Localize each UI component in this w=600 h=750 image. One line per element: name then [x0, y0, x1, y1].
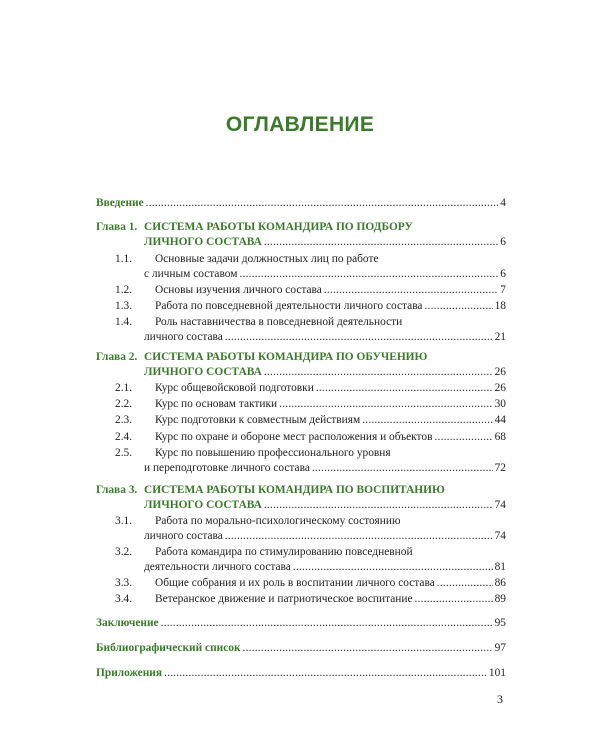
toc-chapter-1[interactable]: [96, 220, 506, 250]
section-number: 2.3.: [115, 414, 133, 426]
section-number: 1.1.: [115, 253, 133, 265]
section-title: Работа по повседневной деятельности личного состава: [155, 300, 423, 312]
chapter-label: Глава 3.: [96, 484, 138, 496]
section-title: Основные задачи должностных лиц по работе: [155, 253, 379, 265]
toc-page: 26: [494, 382, 506, 394]
section-number: 2.1.: [115, 382, 133, 394]
toc-page: 101: [488, 667, 506, 679]
section-title: Курс по основам тактики: [155, 398, 278, 410]
page-title: ОГЛАВЛЕНИЕ: [225, 113, 375, 136]
toc-entry-bibliography[interactable]: [96, 641, 506, 656]
toc-section-1-1[interactable]: [96, 252, 506, 282]
chapter-label: Глава 1.: [96, 221, 138, 233]
section-title: Ветеранское движение и патриотическое воспитание: [155, 593, 413, 605]
toc-page: 26: [494, 366, 506, 378]
toc-page: 89: [494, 593, 506, 605]
section-title: Курс по охране и обороне мест расположения и объектов: [155, 431, 433, 443]
chapter-title-cont: ЛИЧНОГО СОСТАВА: [144, 236, 262, 248]
chapter-title: СИСТЕМА РАБОТЫ КОМАНДИРА ПО ПОДБОРУ: [144, 221, 413, 233]
toc-section-2-3[interactable]: [96, 413, 506, 428]
toc-section-1-3[interactable]: [96, 299, 506, 314]
section-title: Курс подготовки к совместным действиям: [155, 414, 361, 426]
section-number: 2.2.: [115, 398, 133, 410]
chapter-title: СИСТЕМА РАБОТЫ КОМАНДИРА ПО ВОСПИТАНИЮ: [144, 484, 445, 496]
toc-entry-intro[interactable]: [96, 196, 506, 211]
section-title: Общие собрания и их роль в воспитании личного состава: [155, 577, 435, 589]
toc-section-1-4[interactable]: [96, 315, 506, 345]
toc-page: 86: [494, 577, 506, 589]
section-title: Курс по повышению профессионального уровня: [155, 447, 391, 459]
section-number: 3.3.: [115, 577, 133, 589]
toc-label: Заключение: [96, 617, 159, 629]
toc-page: 74: [494, 499, 506, 511]
section-title-cont: и переподготовке личного состава: [144, 462, 310, 474]
section-number: 1.3.: [115, 300, 133, 312]
section-number: 3.2.: [115, 546, 133, 558]
section-title-cont: деятельности личного состава: [144, 561, 291, 573]
toc-chapter-3[interactable]: [96, 483, 506, 513]
section-title: Основы изучения личного состава: [155, 284, 322, 296]
toc-label: Введение: [96, 197, 144, 209]
toc-section-2-5[interactable]: [96, 446, 506, 476]
section-title-cont: с личным составом: [144, 268, 238, 280]
section-title-cont: личного состава: [144, 530, 223, 542]
toc-section-2-2[interactable]: [96, 397, 506, 412]
toc-entry-appendix[interactable]: [96, 666, 506, 681]
toc-page: 6: [500, 268, 506, 280]
toc-page: 68: [494, 431, 506, 443]
toc-section-2-1[interactable]: [96, 381, 506, 396]
toc-page: 21: [494, 331, 506, 343]
toc-label: Библиографический список: [96, 642, 241, 654]
toc-page: 81: [494, 561, 506, 573]
toc-section-3-1[interactable]: [96, 514, 506, 544]
section-title: Курс общевойсковой подготовки: [155, 382, 314, 394]
section-title: Роль наставничества в повседневной деятельности: [155, 316, 403, 328]
toc-page: 4: [500, 197, 506, 209]
toc-section-1-2[interactable]: [96, 283, 506, 298]
section-number: 2.4.: [115, 431, 133, 443]
toc-page: 44: [494, 414, 506, 426]
chapter-title-cont: ЛИЧНОГО СОСТАВА: [144, 499, 262, 511]
toc-section-3-2[interactable]: [96, 545, 506, 575]
section-number: 3.4.: [115, 593, 133, 605]
chapter-label: Глава 2.: [96, 351, 138, 363]
toc-page: 6: [500, 236, 506, 248]
section-number: 1.4.: [115, 316, 133, 328]
toc-page: 72: [494, 462, 506, 474]
toc-page: 7: [500, 284, 506, 296]
page-number: 3: [497, 692, 503, 706]
toc-page: 95: [494, 617, 506, 629]
toc-section-2-4[interactable]: [96, 430, 506, 445]
section-title: Работа командира по стимулированию повседневной: [155, 546, 413, 558]
section-number: 1.2.: [115, 284, 133, 296]
section-number: 2.5.: [115, 447, 133, 459]
section-title: Работа по морально-психологическому состоянию: [155, 515, 401, 527]
toc-chapter-2[interactable]: [96, 350, 506, 380]
chapter-title: СИСТЕМА РАБОТЫ КОМАНДИРА ПО ОБУЧЕНИЮ: [144, 351, 428, 363]
toc-page: 18: [494, 300, 506, 312]
section-number: 3.1.: [115, 515, 133, 527]
section-title-cont: личного состава: [144, 331, 223, 343]
chapter-title-cont: ЛИЧНОГО СОСТАВА: [144, 366, 262, 378]
toc-entry-conclusion[interactable]: [96, 616, 506, 631]
toc-page: 74: [494, 530, 506, 542]
toc-page: 97: [494, 642, 506, 654]
toc-section-3-4[interactable]: [96, 592, 506, 607]
toc-page: 30: [494, 398, 506, 410]
toc-section-3-3[interactable]: [96, 576, 506, 591]
toc-label: Приложения: [96, 667, 163, 679]
